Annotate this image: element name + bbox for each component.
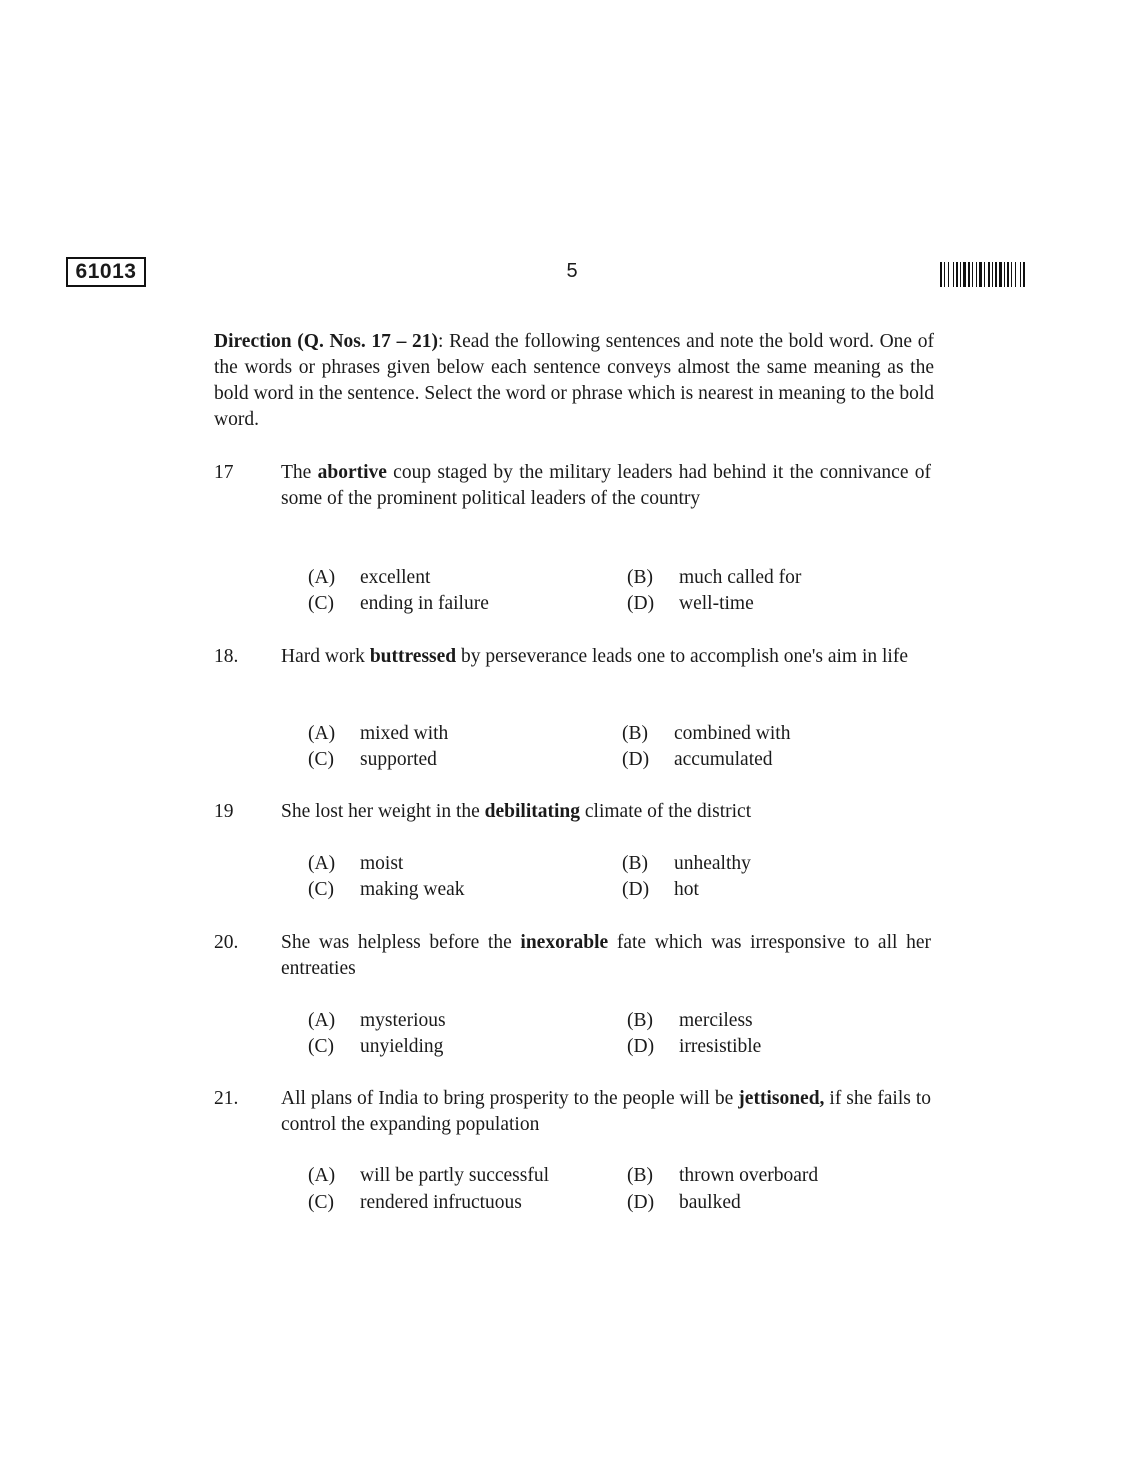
barcode-icon [940, 262, 1082, 287]
bold-word: jettisoned, [738, 1088, 825, 1109]
question-text: The abortive coup staged by the military leaders had behind it the connivance of some of the prominent political leaders of the country [281, 462, 931, 509]
bold-word: buttressed [369, 646, 457, 667]
question-number: 19 [214, 801, 234, 822]
page-number: 5 [566, 260, 578, 282]
question-text: She was helpless before the inexorable fate which was irresponsive to all her entreaties [281, 932, 931, 979]
bold-word: debilitating [484, 801, 580, 822]
direction-label: Direction (Q. Nos. 17 – 21) [214, 331, 438, 352]
question-text: All plans of India to bring prosperity to the people will be jettisoned, if she fails to control the expanding population [281, 1088, 931, 1135]
bold-word: abortive [317, 462, 387, 483]
question-number: 17 [214, 462, 234, 483]
question-number: 21. [214, 1088, 239, 1109]
paper-code-box: 61013 [66, 257, 146, 287]
bold-word: inexorable [520, 932, 609, 953]
question-number: 20. [214, 932, 239, 953]
question-number: 18. [214, 646, 239, 667]
question-text: Hard work buttressed by perseverance leads one to accomplish one's aim in life [281, 646, 908, 667]
direction-paragraph [214, 329, 934, 433]
direction-text: : Read the following sentences and note the bold word. One of the words or phrases given below each sentence conveys almost the same meaning as the bold word in the sentence. Select the word or phrase which is nearest in meaning to the bold word. [214, 331, 934, 430]
question-text: She lost her weight in the debilitating climate of the district [281, 801, 752, 822]
